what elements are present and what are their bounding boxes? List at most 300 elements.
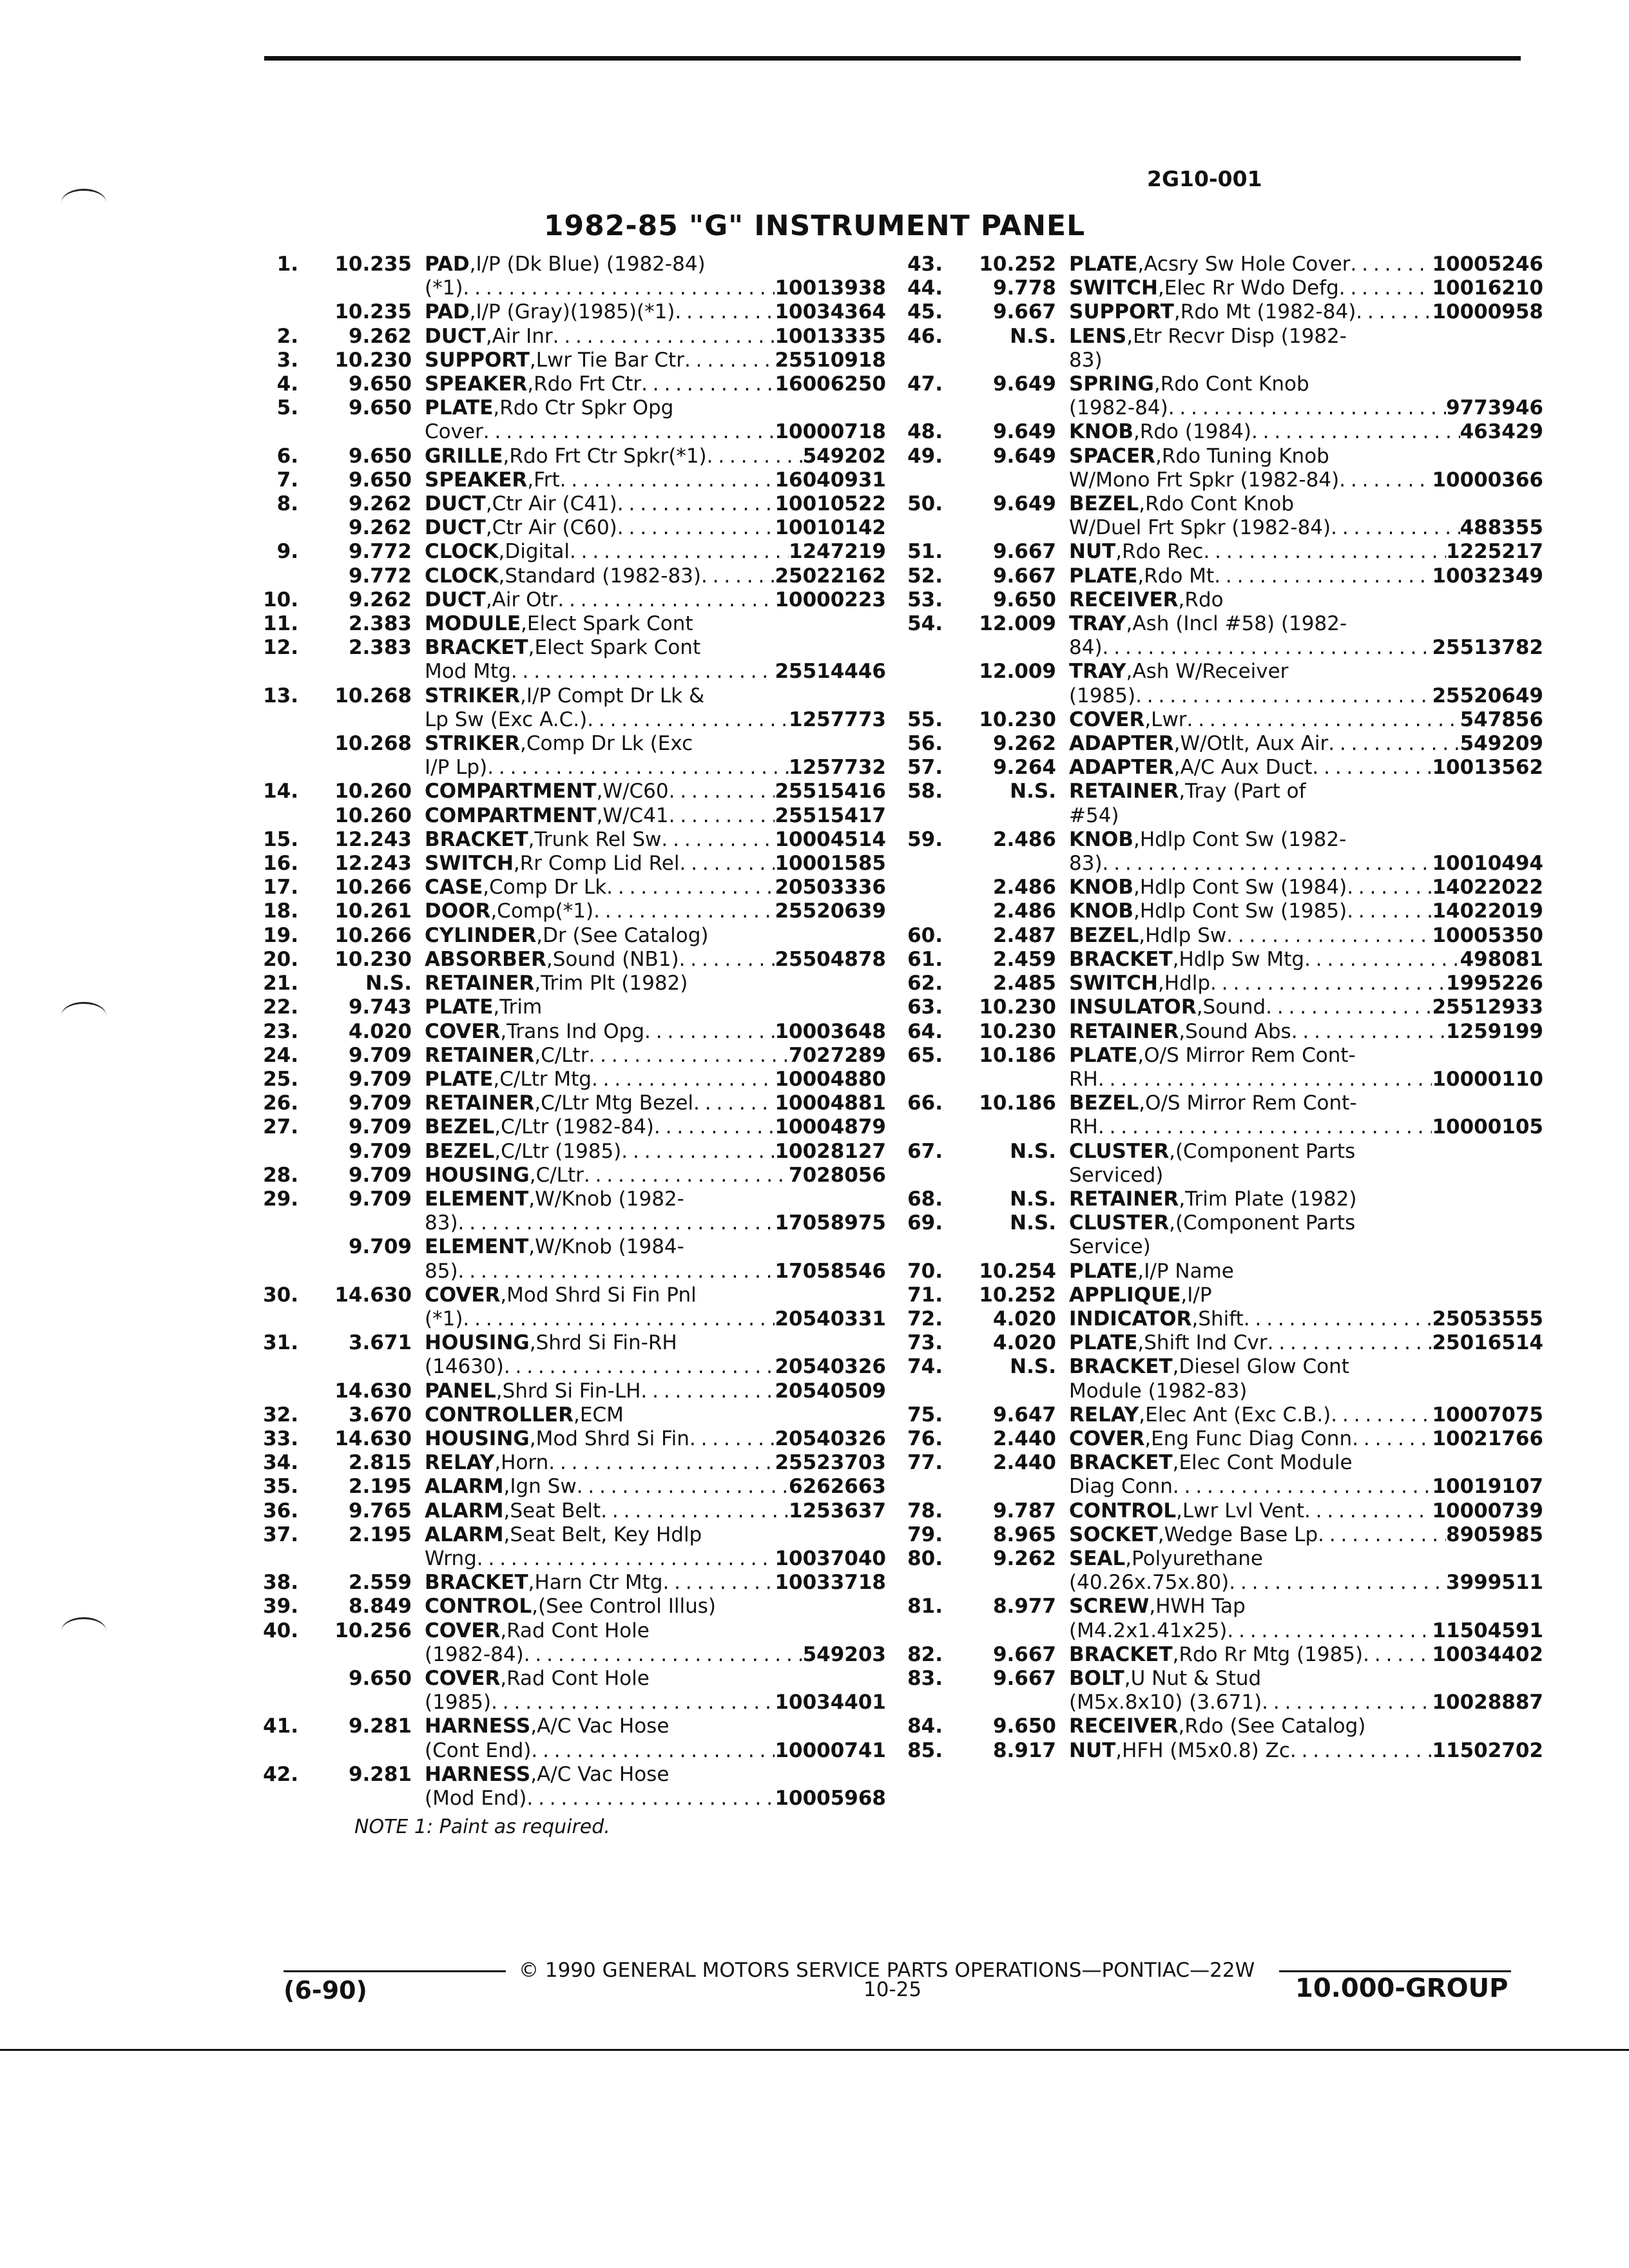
part-row bbox=[899, 420, 1543, 444]
group-number: 10.230 bbox=[979, 707, 1056, 731]
part-description bbox=[1069, 1523, 1543, 1547]
part-name: DOOR , bbox=[425, 899, 497, 923]
part-row bbox=[899, 1427, 1543, 1451]
part-detail: Horn bbox=[501, 1451, 549, 1475]
part-row bbox=[899, 1667, 1543, 1715]
description-line bbox=[425, 492, 886, 516]
part-number: 25520639 bbox=[775, 899, 886, 923]
dot-leader bbox=[641, 372, 775, 396]
part-description bbox=[1069, 300, 1543, 324]
part-detail: HWH Tap bbox=[1155, 1595, 1246, 1619]
bottom-rule bbox=[0, 2049, 1629, 2051]
part-row bbox=[899, 1044, 1543, 1091]
part-row bbox=[255, 899, 886, 923]
part-description bbox=[1069, 780, 1543, 827]
part-name: CONTROL , bbox=[425, 1595, 538, 1619]
dot-leader bbox=[557, 588, 775, 612]
group-number: N.S. bbox=[1010, 1211, 1056, 1235]
part-number: 463429 bbox=[1460, 420, 1543, 444]
part-row bbox=[255, 1283, 886, 1331]
part-name: PLATE , bbox=[425, 1068, 499, 1091]
part-name: CONTROL , bbox=[1069, 1499, 1182, 1523]
item-number: 25. bbox=[263, 1067, 298, 1091]
part-detail: Rdo Ctr Spkr Opg bbox=[499, 396, 674, 420]
dot-leader bbox=[587, 708, 789, 732]
item-number: 27. bbox=[263, 1115, 298, 1139]
part-detail: Hdlp Sw bbox=[1145, 923, 1227, 947]
description-line bbox=[1069, 1355, 1543, 1379]
group-number: 9.772 bbox=[348, 564, 412, 588]
part-row bbox=[899, 1091, 1543, 1139]
part-number: 20503336 bbox=[775, 876, 886, 899]
part-detail: (1982-84) bbox=[1069, 396, 1168, 420]
part-name: PAD , bbox=[425, 300, 476, 324]
part-name: HOUSING , bbox=[425, 1331, 536, 1355]
part-detail: (40.26x.75x.80) bbox=[1069, 1571, 1229, 1595]
description-line bbox=[425, 325, 886, 349]
part-detail: (1982-84) bbox=[425, 1642, 524, 1666]
part-row bbox=[255, 300, 886, 324]
part-row bbox=[899, 564, 1543, 588]
part-detail: W/Knob (1982- bbox=[535, 1187, 684, 1211]
part-detail: Rdo Frt Ctr Spkr(*1) bbox=[509, 444, 707, 468]
group-number: 9.743 bbox=[348, 995, 412, 1019]
description-line bbox=[1069, 852, 1543, 876]
part-row bbox=[255, 1187, 886, 1235]
part-detail: (*1) bbox=[425, 1307, 463, 1331]
part-number: 25504878 bbox=[775, 947, 886, 971]
part-detail: (Component Parts bbox=[1175, 1211, 1356, 1235]
part-detail: Shift bbox=[1198, 1307, 1244, 1331]
description-line bbox=[425, 349, 886, 372]
part-name: KNOB , bbox=[1069, 899, 1140, 923]
part-row bbox=[255, 492, 886, 516]
part-name: ADAPTER , bbox=[1069, 732, 1181, 756]
part-description bbox=[425, 899, 886, 923]
description-line bbox=[425, 1403, 886, 1427]
part-description bbox=[425, 516, 886, 540]
part-number: 10000223 bbox=[775, 588, 886, 611]
item-number: 2. bbox=[276, 324, 298, 348]
part-description bbox=[425, 1715, 886, 1762]
description-line bbox=[425, 420, 886, 444]
part-row bbox=[899, 708, 1543, 732]
description-line bbox=[425, 924, 886, 948]
group-label: 10.000-GROUP bbox=[1295, 1974, 1509, 2003]
part-row bbox=[899, 1595, 1543, 1642]
part-row bbox=[899, 612, 1543, 660]
part-detail: Trans Ind Opg bbox=[506, 1019, 645, 1043]
part-number: 20540331 bbox=[775, 1307, 886, 1331]
part-detail: Wrng bbox=[425, 1546, 477, 1570]
part-row bbox=[255, 876, 886, 899]
group-number: 9.649 bbox=[992, 492, 1056, 516]
dot-leader bbox=[1098, 1115, 1432, 1139]
description-line bbox=[425, 300, 886, 324]
dot-leader bbox=[1226, 924, 1432, 948]
item-number: 51. bbox=[907, 540, 943, 564]
item-number: 56. bbox=[907, 732, 943, 756]
item-number: 53. bbox=[907, 588, 943, 611]
parts-column-left bbox=[255, 253, 886, 1811]
part-row bbox=[899, 756, 1543, 780]
item-number: 22. bbox=[263, 995, 298, 1019]
part-row bbox=[255, 1475, 886, 1499]
part-description bbox=[425, 1451, 886, 1475]
group-number: 2.815 bbox=[348, 1451, 412, 1475]
part-description bbox=[1069, 253, 1543, 276]
part-row bbox=[255, 468, 886, 492]
description-line bbox=[425, 899, 886, 923]
group-number: 8.849 bbox=[348, 1595, 412, 1619]
description-line bbox=[425, 972, 886, 995]
part-detail: Comp Dr Lk bbox=[489, 876, 607, 899]
description-line bbox=[1069, 445, 1543, 468]
dot-leader bbox=[463, 1307, 775, 1331]
group-number: 10.268 bbox=[334, 732, 412, 756]
part-detail: Wedge Base Lp bbox=[1164, 1523, 1318, 1546]
part-row bbox=[899, 948, 1543, 972]
item-number: 78. bbox=[907, 1499, 943, 1523]
group-number: 8.977 bbox=[992, 1595, 1056, 1619]
description-line bbox=[425, 372, 886, 396]
part-number: 10032349 bbox=[1432, 564, 1543, 588]
part-name: RETAINER , bbox=[1069, 1187, 1185, 1211]
part-detail: Harn Ctr Mtg bbox=[534, 1571, 663, 1595]
description-line bbox=[425, 1187, 886, 1211]
part-name: PLATE , bbox=[1069, 1260, 1144, 1283]
part-detail: Rr Comp Lid Rel bbox=[519, 852, 680, 876]
description-line bbox=[425, 276, 886, 300]
item-number: 32. bbox=[263, 1403, 298, 1427]
part-detail: Hdlp Cont Sw (1985) bbox=[1139, 899, 1347, 923]
part-name: INDICATOR , bbox=[1069, 1307, 1198, 1331]
revision-date: (6-90) bbox=[284, 1976, 367, 2004]
description-line bbox=[1069, 1571, 1543, 1595]
part-description bbox=[425, 1595, 886, 1619]
part-description bbox=[425, 540, 886, 564]
item-number: 73. bbox=[907, 1331, 943, 1355]
part-detail: #54) bbox=[1069, 803, 1119, 827]
dot-leader bbox=[1214, 564, 1432, 588]
part-name: COVER , bbox=[425, 1667, 506, 1691]
description-line bbox=[1069, 708, 1543, 732]
part-name: HARNESS , bbox=[425, 1763, 537, 1787]
part-description bbox=[425, 396, 886, 444]
dot-leader bbox=[644, 1020, 775, 1044]
description-line bbox=[1069, 1140, 1543, 1164]
copyright-line: © 1990 GENERAL MOTORS SERVICE PARTS OPERATIONS—PONTIAC—22W bbox=[519, 1959, 1255, 1982]
part-number: 488355 bbox=[1460, 516, 1543, 540]
item-number: 7. bbox=[276, 468, 298, 492]
part-name: KNOB , bbox=[1069, 876, 1140, 899]
group-number: 2.486 bbox=[992, 827, 1056, 851]
part-number: 10000366 bbox=[1432, 468, 1543, 492]
group-number: 8.965 bbox=[992, 1523, 1056, 1546]
part-number: 1995226 bbox=[1446, 972, 1543, 995]
part-name: BEZEL , bbox=[1069, 492, 1145, 516]
part-description bbox=[425, 1571, 886, 1595]
part-description bbox=[1069, 588, 1543, 612]
part-detail: Sound Abs bbox=[1185, 1019, 1291, 1043]
item-number: 49. bbox=[907, 444, 943, 468]
part-description bbox=[1069, 1739, 1543, 1763]
part-detail: Seat Belt, Key Hdlp bbox=[510, 1523, 702, 1546]
part-description bbox=[1069, 876, 1543, 899]
group-number: 10.268 bbox=[334, 684, 412, 707]
item-number: 35. bbox=[263, 1475, 298, 1499]
part-name: BRACKET , bbox=[1069, 1355, 1179, 1379]
part-description bbox=[1069, 1307, 1543, 1331]
group-number: 14.630 bbox=[334, 1283, 412, 1307]
group-number: N.S. bbox=[1010, 1139, 1056, 1163]
dot-leader bbox=[675, 300, 775, 324]
part-description bbox=[1069, 1044, 1543, 1091]
dot-leader bbox=[1339, 468, 1432, 492]
part-row bbox=[255, 564, 886, 588]
item-number: 43. bbox=[907, 253, 943, 276]
part-name: PLATE , bbox=[425, 995, 499, 1019]
part-detail: Rdo Rec bbox=[1122, 540, 1204, 564]
group-number: 9.650 bbox=[348, 396, 412, 420]
part-detail: I/P (Gray)(1985)(*1) bbox=[476, 300, 675, 324]
description-line bbox=[425, 1571, 886, 1595]
description-line bbox=[1069, 1619, 1543, 1643]
part-row bbox=[899, 876, 1543, 899]
dot-leader bbox=[1312, 756, 1432, 780]
item-number: 34. bbox=[263, 1451, 298, 1475]
part-row bbox=[255, 372, 886, 396]
part-description bbox=[425, 1403, 886, 1427]
description-line bbox=[425, 1260, 886, 1283]
item-number: 14. bbox=[263, 780, 298, 803]
part-description bbox=[425, 636, 886, 684]
part-row bbox=[255, 732, 886, 780]
description-line bbox=[1069, 1211, 1543, 1235]
part-description bbox=[425, 1763, 886, 1811]
description-line bbox=[1069, 636, 1543, 660]
description-line bbox=[425, 1643, 886, 1667]
part-number: 25022162 bbox=[775, 564, 886, 588]
part-detail: Mod Shrd Si Fin bbox=[535, 1427, 689, 1450]
item-number: 44. bbox=[907, 276, 943, 300]
part-number: 10005968 bbox=[775, 1787, 886, 1810]
part-description bbox=[1069, 1260, 1543, 1283]
part-number: 10034402 bbox=[1432, 1642, 1543, 1666]
part-number: 25520649 bbox=[1432, 684, 1543, 707]
group-number: 9.262 bbox=[348, 324, 412, 348]
description-line bbox=[1069, 924, 1543, 948]
group-number: 2.195 bbox=[348, 1523, 412, 1546]
dot-leader bbox=[483, 420, 775, 444]
part-description bbox=[1069, 612, 1543, 660]
item-number: 82. bbox=[907, 1642, 943, 1666]
margin-mark bbox=[61, 1617, 106, 1645]
item-number: 76. bbox=[907, 1427, 943, 1450]
part-description bbox=[425, 492, 886, 516]
dot-leader bbox=[1268, 1331, 1432, 1355]
dot-leader bbox=[601, 1499, 789, 1523]
group-number: 10.230 bbox=[979, 1019, 1056, 1043]
part-name: COVER , bbox=[425, 1283, 506, 1307]
part-row bbox=[899, 1451, 1543, 1499]
part-number: 10034401 bbox=[775, 1691, 886, 1715]
part-description bbox=[425, 1331, 886, 1379]
part-name: RETAINER , bbox=[425, 972, 541, 995]
item-number: 66. bbox=[907, 1091, 943, 1115]
part-number: 10003648 bbox=[775, 1019, 886, 1043]
part-row bbox=[255, 1715, 886, 1762]
item-number: 18. bbox=[263, 899, 298, 923]
item-number: 16. bbox=[263, 852, 298, 876]
item-number: 50. bbox=[907, 492, 943, 516]
item-number: 28. bbox=[263, 1163, 298, 1187]
group-number: 4.020 bbox=[348, 1019, 412, 1043]
part-row bbox=[255, 1115, 886, 1139]
part-detail: (M4.2x1.41x25) bbox=[1069, 1619, 1228, 1642]
part-number: 20540326 bbox=[775, 1427, 886, 1450]
part-detail: Rdo Cont Knob bbox=[1145, 492, 1295, 516]
group-number: 2.440 bbox=[992, 1427, 1056, 1450]
group-number: 9.262 bbox=[348, 492, 412, 516]
part-detail: Ctr Air (C41) bbox=[492, 492, 617, 516]
part-number: 10028887 bbox=[1432, 1691, 1543, 1715]
description-line bbox=[1069, 276, 1543, 300]
group-number: 2.195 bbox=[348, 1475, 412, 1499]
part-detail: Rdo Frt Ctr bbox=[534, 372, 642, 396]
item-number: 60. bbox=[907, 923, 943, 947]
group-number: 9.787 bbox=[992, 1499, 1056, 1523]
part-row bbox=[255, 780, 886, 803]
part-description bbox=[1069, 1091, 1543, 1139]
part-row bbox=[899, 995, 1543, 1019]
description-line bbox=[1069, 1427, 1543, 1451]
part-description bbox=[1069, 1187, 1543, 1211]
part-description bbox=[1069, 492, 1543, 540]
group-number: 4.020 bbox=[992, 1307, 1056, 1331]
description-line bbox=[425, 1499, 886, 1523]
part-name: DUCT , bbox=[425, 492, 492, 516]
part-row bbox=[255, 253, 886, 300]
description-line bbox=[425, 1667, 886, 1691]
dot-leader bbox=[1135, 684, 1432, 708]
part-description bbox=[1069, 924, 1543, 948]
group-number: 9.709 bbox=[348, 1067, 412, 1091]
part-number: 1257732 bbox=[789, 756, 886, 780]
item-number: 6. bbox=[276, 444, 298, 468]
group-number: 2.440 bbox=[992, 1451, 1056, 1475]
part-row bbox=[899, 1283, 1543, 1307]
part-number: 6262663 bbox=[789, 1475, 886, 1499]
part-description bbox=[1069, 1499, 1543, 1523]
item-number: 77. bbox=[907, 1451, 943, 1475]
item-number: 10. bbox=[263, 588, 298, 611]
part-number: 10013938 bbox=[775, 276, 886, 300]
part-row bbox=[899, 1140, 1543, 1187]
part-row bbox=[255, 1523, 886, 1571]
description-line bbox=[1069, 1044, 1543, 1068]
margin-mark bbox=[61, 1002, 106, 1030]
part-name: INSULATOR , bbox=[1069, 995, 1203, 1019]
dot-leader bbox=[617, 516, 775, 540]
description-line bbox=[1069, 1667, 1543, 1691]
part-detail: Polyurethane bbox=[1132, 1546, 1263, 1570]
page-title: 1982-85 "G" INSTRUMENT PANEL bbox=[543, 209, 1086, 242]
item-number: 42. bbox=[263, 1762, 298, 1786]
part-name: COMPARTMENT , bbox=[425, 780, 602, 803]
part-detail: I/P bbox=[1187, 1283, 1212, 1307]
part-description bbox=[425, 1619, 886, 1667]
part-number: 25514446 bbox=[775, 660, 886, 684]
part-row bbox=[255, 588, 886, 612]
item-number: 46. bbox=[907, 324, 943, 348]
description-line bbox=[1069, 349, 1543, 372]
group-number: 9.650 bbox=[348, 468, 412, 492]
group-number: 10.266 bbox=[334, 876, 412, 899]
group-number: 14.630 bbox=[334, 1379, 412, 1403]
part-detail: Mod Shrd Si Fin Pnl bbox=[506, 1283, 697, 1307]
part-name: BRACKET , bbox=[425, 636, 534, 660]
part-row bbox=[255, 1427, 886, 1451]
dot-leader bbox=[684, 349, 775, 372]
part-description bbox=[1069, 732, 1543, 756]
description-line bbox=[1069, 1403, 1543, 1427]
part-number: 10037040 bbox=[775, 1546, 886, 1570]
description-line bbox=[1069, 732, 1543, 756]
part-description bbox=[425, 1140, 886, 1164]
part-name: SEAL , bbox=[1069, 1547, 1132, 1571]
part-row bbox=[899, 899, 1543, 923]
part-description bbox=[425, 612, 886, 636]
part-number: 10004880 bbox=[775, 1067, 886, 1091]
group-number: 9.772 bbox=[348, 540, 412, 564]
part-detail: Diesel Glow Cont bbox=[1179, 1355, 1349, 1379]
part-description bbox=[425, 1091, 886, 1115]
part-name: CASE , bbox=[425, 876, 489, 899]
item-number: 74. bbox=[907, 1355, 943, 1379]
part-detail: W/Otlt, Aux Air bbox=[1180, 732, 1329, 756]
part-detail: Comp Dr Lk (Exc bbox=[526, 732, 693, 756]
group-number: 2.487 bbox=[992, 923, 1056, 947]
part-detail: C/Ltr bbox=[541, 1043, 589, 1067]
part-name: RELAY , bbox=[1069, 1403, 1145, 1427]
part-row bbox=[899, 1331, 1543, 1355]
group-number: 9.649 bbox=[992, 420, 1056, 444]
description-line bbox=[1069, 804, 1543, 828]
dot-leader bbox=[577, 1475, 789, 1499]
part-number: 8905985 bbox=[1446, 1523, 1543, 1546]
group-number: 10.230 bbox=[334, 947, 412, 971]
part-detail: Trunk Rel Sw bbox=[534, 827, 662, 851]
part-detail: O/S Mirror Rem Cont- bbox=[1145, 1091, 1357, 1115]
part-detail: 83) bbox=[1069, 852, 1103, 876]
description-line bbox=[1069, 684, 1543, 708]
part-description bbox=[1069, 420, 1543, 444]
part-description bbox=[1069, 1643, 1543, 1667]
part-detail: W/C60 bbox=[602, 780, 669, 803]
part-row bbox=[255, 1140, 886, 1164]
description-line bbox=[1069, 1451, 1543, 1475]
group-number: 9.709 bbox=[348, 1043, 412, 1067]
part-number: 17058546 bbox=[775, 1259, 886, 1283]
description-line bbox=[1069, 1260, 1543, 1283]
part-number: 10034364 bbox=[775, 300, 886, 324]
part-number: 498081 bbox=[1460, 947, 1543, 971]
part-detail: Hdlp Sw Mtg bbox=[1179, 947, 1305, 971]
dot-leader bbox=[662, 1571, 775, 1595]
part-row bbox=[899, 445, 1543, 492]
item-number: 23. bbox=[263, 1019, 298, 1043]
